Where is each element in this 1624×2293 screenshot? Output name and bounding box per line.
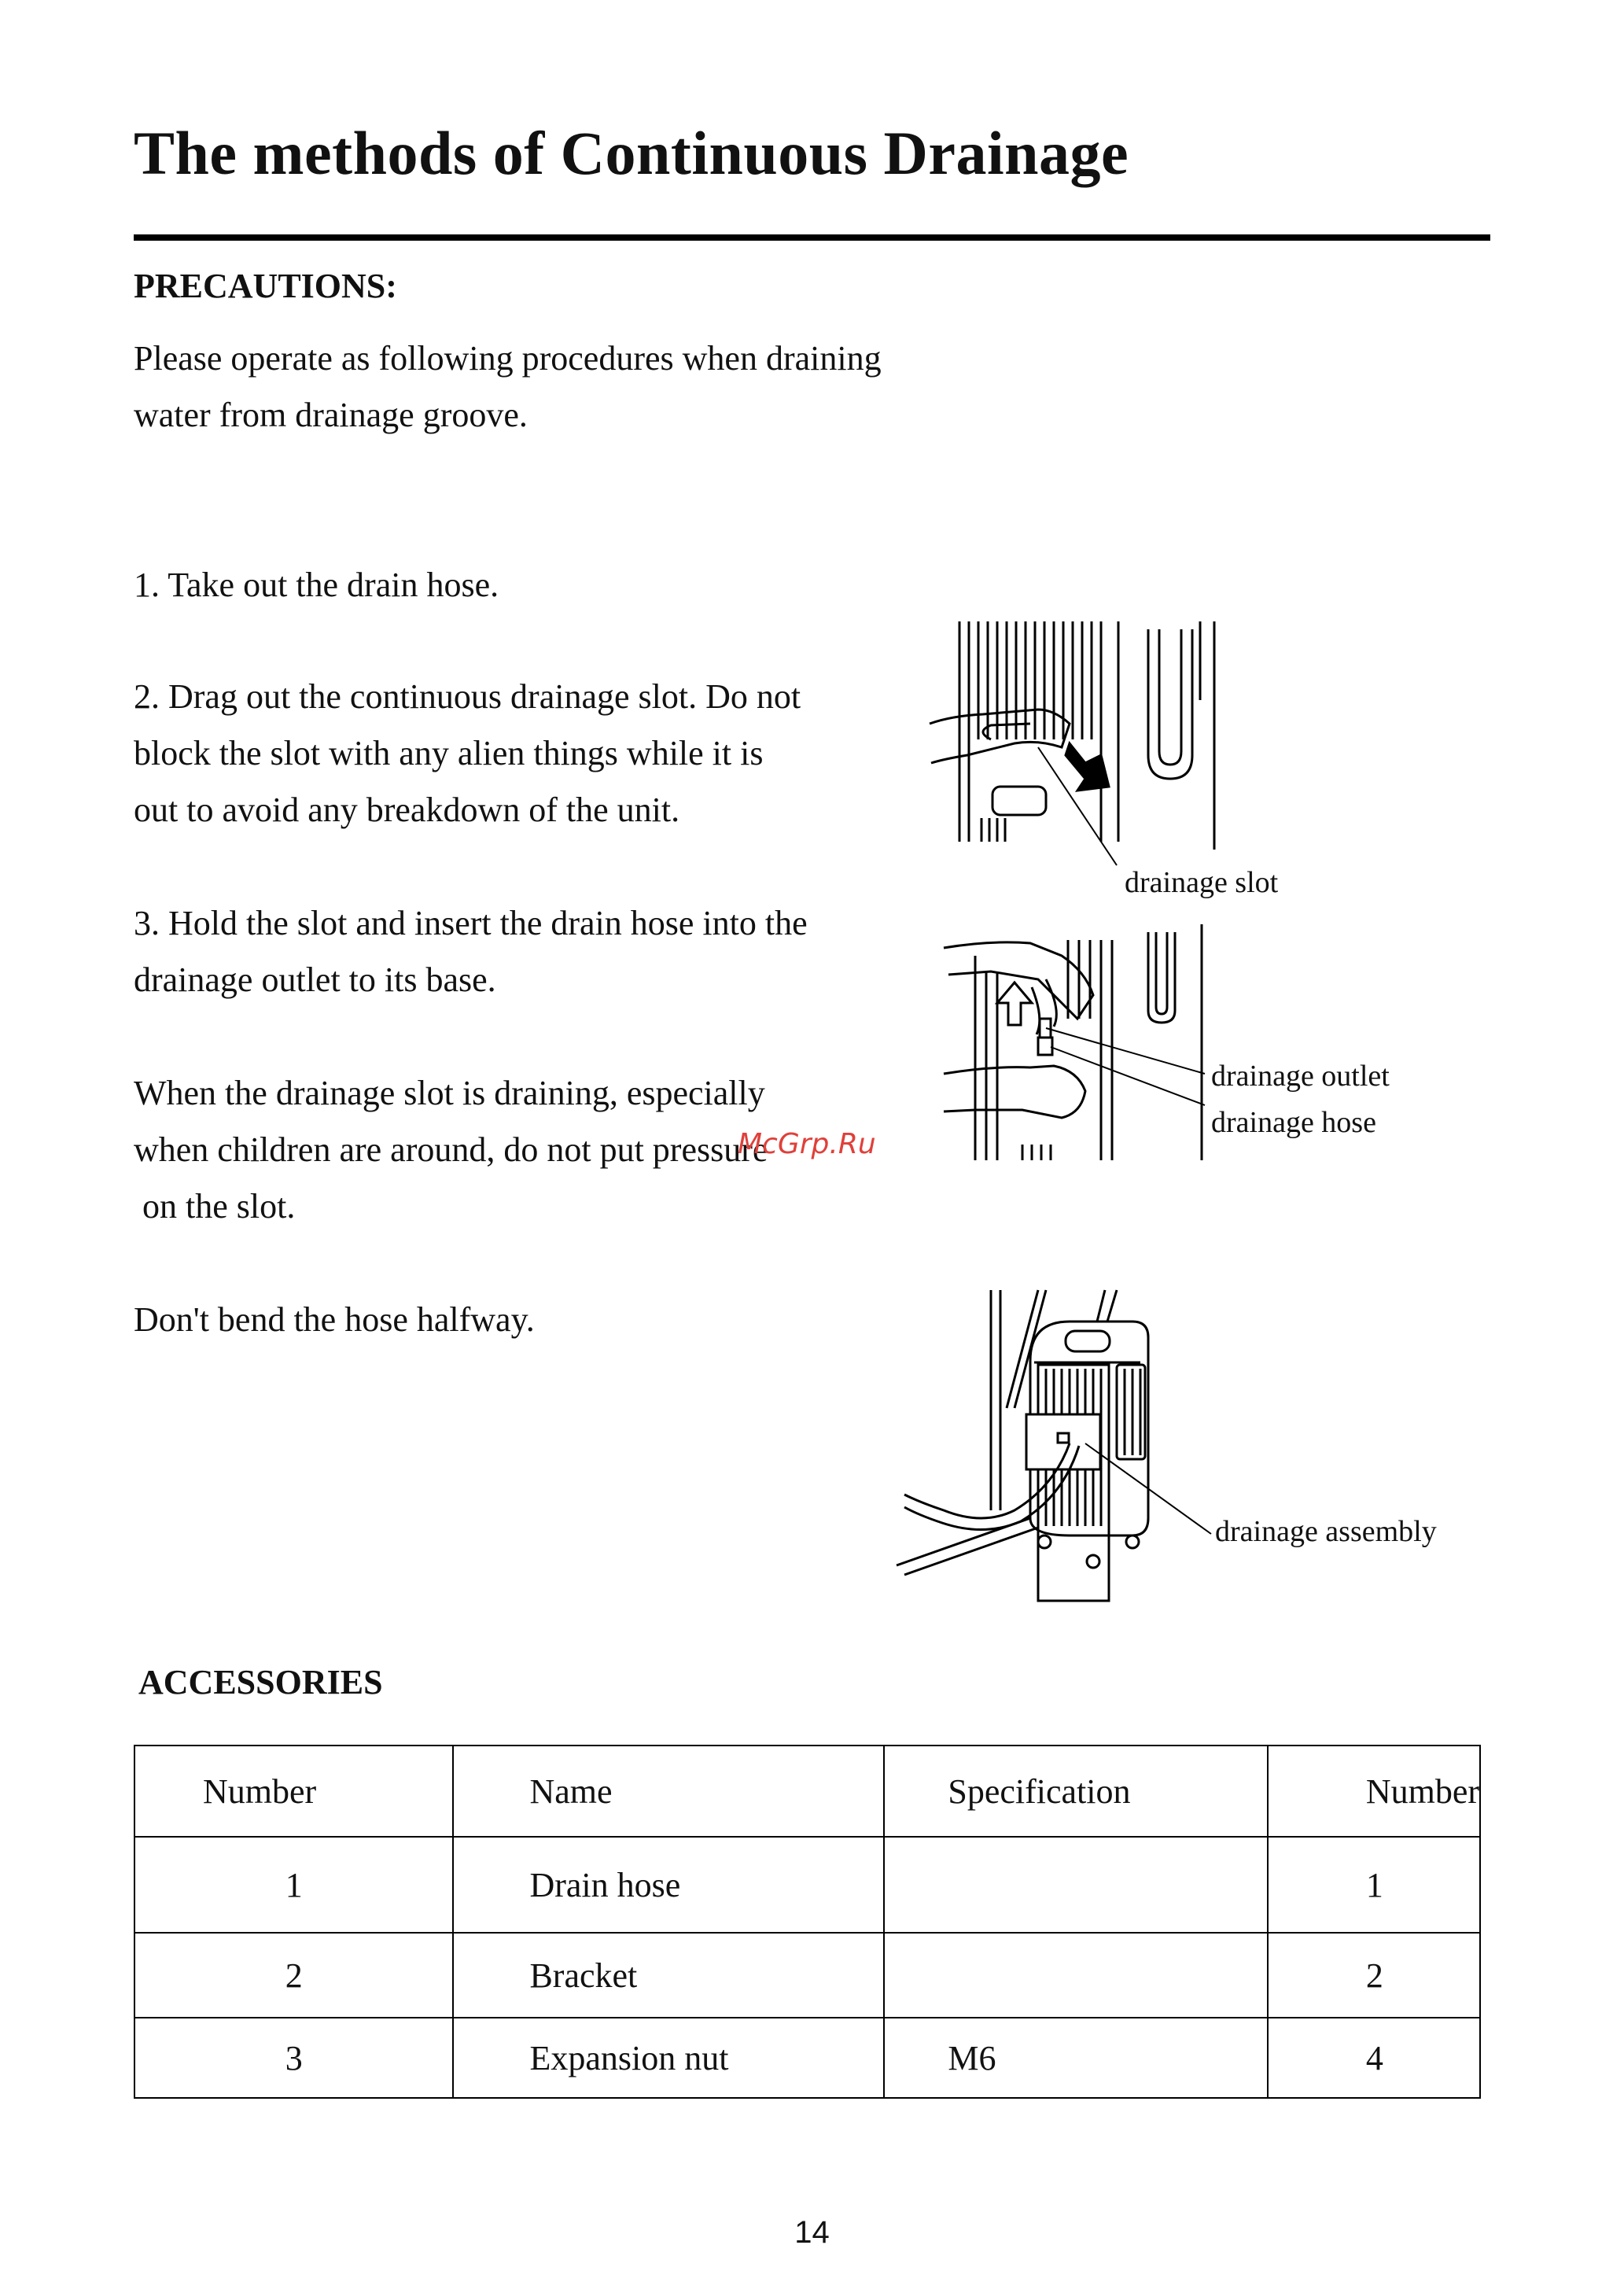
label-drainage-assembly: drainage assembly — [1215, 1515, 1437, 1548]
page-title: The methods of Continuous Drainage — [134, 119, 1129, 187]
label-drainage-hose: drainage hose — [1211, 1106, 1376, 1139]
table-cell — [884, 1837, 1267, 1933]
bend-note — [134, 1292, 535, 1348]
drainage-slot-illustration — [920, 621, 1282, 857]
table-header-row — [134, 1746, 1480, 1837]
note-line: Don't bend the hose halfway. — [134, 1300, 535, 1339]
step-2-line: 2. Drag out the continuous drainage slot. Do not — [134, 677, 801, 716]
table-cell: 2 — [134, 1933, 453, 2018]
step-3-line: drainage outlet to its base. — [134, 960, 496, 999]
step-1-line: 1. Take out the drain hose. — [134, 566, 499, 604]
table-row — [134, 1837, 1480, 1933]
table-row — [134, 1933, 1480, 2018]
table-cell: Drain hose — [453, 1837, 884, 1933]
table-header: Specification — [884, 1746, 1267, 1837]
table-header: Number — [1268, 1746, 1480, 1837]
drainage-outlet-illustration — [944, 924, 1227, 1168]
table-cell: 4 — [1268, 2018, 1480, 2098]
table-cell: 1 — [134, 1837, 453, 1933]
title-divider — [134, 234, 1490, 241]
table-cell: M6 — [884, 2018, 1267, 2098]
step-2-line: out to avoid any breakdown of the unit. — [134, 791, 680, 829]
step-2 — [134, 669, 801, 839]
warning-line: on the slot. — [134, 1187, 296, 1226]
table-cell: 2 — [1268, 1933, 1480, 2018]
accessories-table — [134, 1745, 1481, 2099]
precautions-heading: PRECAUTIONS: — [134, 267, 397, 305]
drain-warning — [134, 1065, 768, 1235]
precautions-text — [134, 330, 882, 444]
drainage-assembly-illustration — [897, 1290, 1227, 1581]
precautions-line: Please operate as following procedures when draining — [134, 339, 882, 378]
step-3-line: 3. Hold the slot and insert the drain hose into the — [134, 904, 808, 942]
table-header: Name — [453, 1746, 884, 1837]
precautions-line: water from drainage groove. — [134, 396, 528, 434]
page-number: 14 — [794, 2215, 830, 2250]
label-drainage-slot: drainage slot — [1125, 866, 1279, 899]
table-row — [134, 2018, 1480, 2098]
table-cell: Expansion nut — [453, 2018, 884, 2098]
warning-line: When the drainage slot is draining, especially — [134, 1074, 765, 1112]
table-cell: Bracket — [453, 1933, 884, 2018]
step-1 — [134, 557, 499, 614]
watermark: McGrp.Ru — [738, 1128, 876, 1160]
accessories-heading: ACCESSORIES — [138, 1663, 383, 1701]
table-header: Number — [134, 1746, 453, 1837]
table-cell: 3 — [134, 2018, 453, 2098]
table-cell — [884, 1933, 1267, 2018]
step-2-line: block the slot with any alien things while it is — [134, 734, 764, 772]
warning-line: when children are around, do not put pressure — [134, 1130, 768, 1169]
step-3 — [134, 895, 808, 1008]
table-cell: 1 — [1268, 1837, 1480, 1933]
label-drainage-outlet: drainage outlet — [1211, 1060, 1390, 1093]
